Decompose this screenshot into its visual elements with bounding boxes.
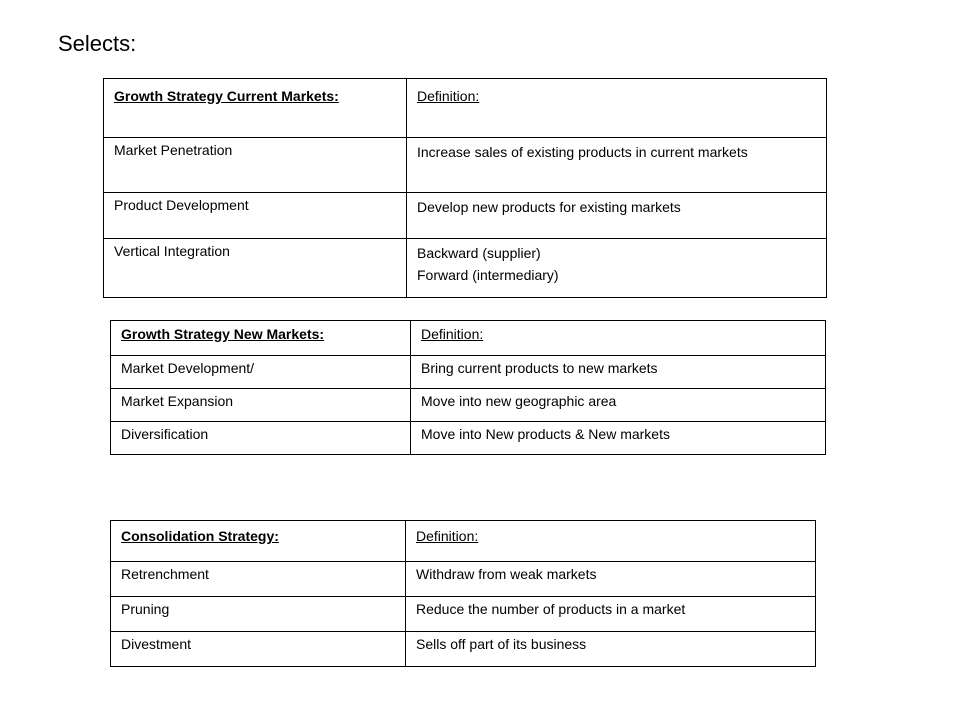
table-header-row	[111, 321, 826, 356]
definition-cell	[406, 562, 816, 597]
table-row	[111, 389, 826, 422]
growth-new-markets-table	[110, 320, 826, 455]
strategy-cell: Market Penetration	[104, 138, 407, 193]
definition-header: Definition:	[416, 528, 479, 544]
definition-line: Increase sales of existing products in current markets	[417, 144, 748, 160]
definition-cell	[406, 632, 816, 667]
definition-cell	[411, 422, 826, 455]
table-row	[111, 597, 816, 632]
table-row	[111, 356, 826, 389]
table-row	[111, 562, 816, 597]
definition-line: Reduce the number of products in a market	[416, 601, 686, 617]
table-header-row	[104, 79, 827, 138]
strategy-cell: Pruning	[111, 597, 406, 632]
strategy-cell: Divestment	[111, 632, 406, 667]
strategy-cell: Diversification	[111, 422, 411, 455]
strategy-header-cell	[111, 521, 406, 562]
slide-title: Selects:	[58, 31, 137, 56]
definition-cell	[411, 356, 826, 389]
table-row	[104, 239, 827, 298]
table-row	[111, 632, 816, 667]
definition-line: Develop new products for existing markets	[417, 199, 681, 215]
consolidation-strategy-table	[110, 520, 816, 667]
strategy-header-cell	[104, 79, 407, 138]
strategy-header: Growth Strategy Current Markets:	[114, 88, 339, 104]
strategy-cell: Product Development	[104, 193, 407, 239]
strategy-header: Growth Strategy New Markets:	[121, 326, 325, 342]
definition-line: Bring current products to new markets	[421, 360, 658, 376]
definition-cell	[407, 239, 827, 298]
strategy-header: Consolidation Strategy:	[121, 528, 279, 544]
definition-header: Definition:	[417, 88, 480, 104]
table-row	[104, 138, 827, 193]
strategy-cell: Market Development/	[111, 356, 411, 389]
definition-line: Sells off part of its business	[416, 636, 587, 652]
definition-header-cell	[411, 321, 826, 356]
definition-cell	[407, 138, 827, 193]
definition-line: Move into New products & New markets	[421, 426, 670, 442]
strategy-cell: Retrenchment	[111, 562, 406, 597]
strategy-header-cell	[111, 321, 411, 356]
definition-line: Forward (intermediary)	[417, 267, 559, 283]
definition-header-cell	[406, 521, 816, 562]
definition-cell	[411, 389, 826, 422]
definition-line: Move into new geographic area	[421, 393, 617, 409]
definition-cell	[406, 597, 816, 632]
table-header-row	[111, 521, 816, 562]
definition-header-cell	[407, 79, 827, 138]
strategy-cell: Market Expansion	[111, 389, 411, 422]
definition-line: Backward (supplier)	[417, 245, 541, 261]
definition-cell	[407, 193, 827, 239]
table-row	[111, 422, 826, 455]
table-row	[104, 193, 827, 239]
definition-line: Withdraw from weak markets	[416, 566, 597, 582]
growth-current-markets-table	[103, 78, 827, 298]
definition-header: Definition:	[421, 326, 484, 342]
strategy-cell: Vertical Integration	[104, 239, 407, 298]
